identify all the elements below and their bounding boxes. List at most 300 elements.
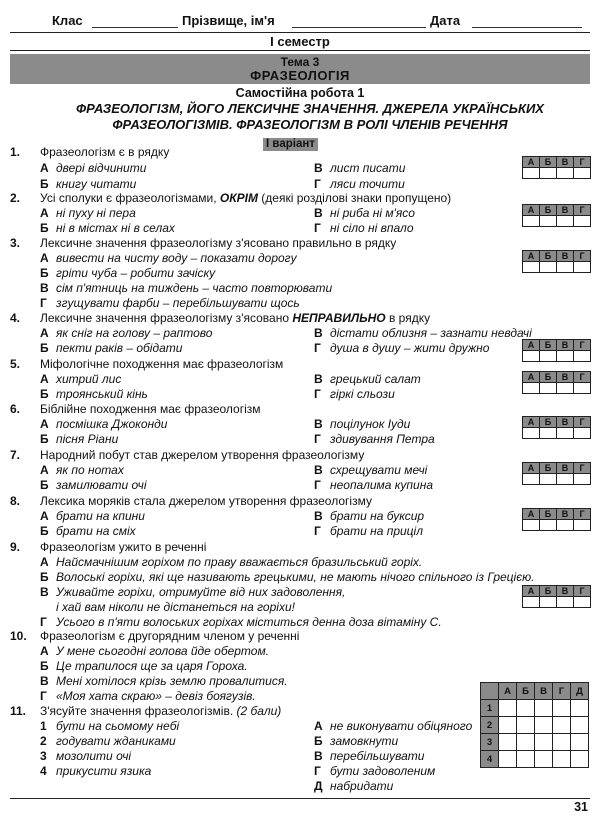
work-title: Самостійна робота 1: [235, 86, 365, 100]
question-text: Біблійне походження має фразеологізм: [40, 402, 261, 416]
grid-header: А: [523, 463, 540, 474]
answer-cell[interactable]: [574, 474, 591, 485]
item-letter: Д: [314, 779, 323, 793]
class-label: Клас: [52, 13, 83, 28]
work-subtitle: [60, 101, 560, 133]
question-number: 6.: [10, 402, 21, 416]
question-text-part: Лексичне значення фразеологізму з'ясовано: [40, 311, 293, 325]
grid-header: В: [535, 683, 553, 700]
answer-grid: [522, 204, 591, 227]
item-letter: А: [314, 719, 323, 733]
option-text: брати на буксир: [330, 509, 425, 523]
option-v[interactable]: [40, 585, 345, 599]
grid-header: Г: [574, 463, 591, 474]
footer-rule: [10, 798, 590, 799]
grid-header: Г: [553, 683, 571, 700]
match-right-g: [314, 764, 435, 778]
option-text: як сніг на голову – раптово: [56, 326, 213, 340]
option-text: брати на сміх: [56, 524, 136, 538]
grid-header: В: [557, 372, 574, 383]
theme-number: Тема 3: [280, 55, 320, 69]
theme-banner: [10, 54, 590, 84]
option-text: двері відчинити: [56, 161, 147, 175]
question-text: [40, 311, 430, 325]
option-text: ні сіло ні впало: [330, 221, 414, 235]
option-letter: А: [40, 161, 49, 175]
match-cell[interactable]: [553, 734, 571, 751]
grid-header: А: [523, 340, 540, 351]
match-cell[interactable]: [535, 734, 553, 751]
question-text: Лексика моряків стала джерелом утворення фразеологізму: [40, 494, 372, 508]
grid-header: А: [523, 509, 540, 520]
match-cell[interactable]: [517, 751, 535, 768]
option-text: книгу читати: [56, 177, 137, 191]
question-points: (2 бали): [236, 704, 282, 718]
grid-header: В: [557, 417, 574, 428]
item-letter: Г: [314, 764, 321, 778]
option-text: Мені хотілося крізь землю провалитися.: [56, 674, 288, 688]
grid-header: Б: [540, 372, 557, 383]
option-letter: Г: [314, 221, 321, 235]
answer-cell[interactable]: [557, 216, 574, 227]
grid-header: В: [557, 586, 574, 597]
option-letter: В: [314, 161, 323, 175]
option-b[interactable]: [40, 341, 182, 355]
question-text: [40, 191, 451, 205]
option-a[interactable]: [40, 206, 136, 220]
option-g[interactable]: [40, 615, 442, 629]
option-letter: В: [40, 674, 49, 688]
answer-cell[interactable]: [557, 351, 574, 362]
answer-cell[interactable]: [557, 597, 574, 608]
question-number: 1.: [10, 145, 21, 159]
option-text: «Моя хата скраю» – девіз боягузів.: [56, 689, 256, 703]
option-g[interactable]: [314, 478, 433, 492]
option-b[interactable]: [40, 478, 147, 492]
answer-cell[interactable]: [523, 216, 540, 227]
match-cell[interactable]: [535, 751, 553, 768]
question-number: 7.: [10, 448, 21, 462]
surname-label: Прізвище, ім'я: [182, 13, 275, 28]
grid-header: А: [523, 251, 540, 262]
question-text: [40, 704, 281, 718]
grid-header: Б: [540, 157, 557, 168]
match-cell[interactable]: [571, 717, 589, 734]
answer-cell[interactable]: [523, 520, 540, 531]
option-letter: А: [40, 251, 49, 265]
option-v[interactable]: [314, 417, 410, 431]
item-text: годувати жданиками: [56, 734, 176, 748]
grid-header: Г: [574, 251, 591, 262]
option-g[interactable]: [314, 341, 489, 355]
option-v[interactable]: [40, 281, 332, 295]
answer-cell[interactable]: [557, 383, 574, 394]
option-letter: В: [314, 417, 323, 431]
option-text: грецький салат: [330, 372, 421, 386]
option-a[interactable]: [40, 372, 121, 386]
option-b[interactable]: [40, 221, 175, 235]
grid-header: Б: [540, 251, 557, 262]
option-text: замилювати очі: [56, 478, 147, 492]
grid-row-header: 3: [481, 734, 499, 751]
match-right-a: [314, 719, 472, 733]
option-letter: Б: [40, 432, 49, 446]
answer-cell[interactable]: [557, 262, 574, 273]
option-text: Волоські горіхи, які ще називають грецькими, не мають нічого спільного із Грецією.: [56, 570, 535, 584]
answer-cell[interactable]: [540, 168, 557, 179]
option-g[interactable]: [314, 524, 423, 538]
grid-header: Г: [574, 372, 591, 383]
option-letter: А: [40, 417, 49, 431]
option-letter: Б: [40, 177, 49, 191]
option-text: пісня Ріани: [56, 432, 119, 446]
match-cell[interactable]: [571, 751, 589, 768]
answer-cell[interactable]: [574, 597, 591, 608]
question-emphasis: НЕПРАВИЛЬНО: [292, 311, 386, 325]
grid-header: В: [557, 205, 574, 216]
grid-header: Г: [574, 509, 591, 520]
match-cell[interactable]: [553, 751, 571, 768]
option-text: посмішка Джоконди: [56, 417, 168, 431]
option-letter: А: [40, 555, 49, 569]
option-v[interactable]: [314, 326, 532, 340]
option-v[interactable]: [314, 463, 427, 477]
option-text: троянський кінь: [56, 387, 148, 401]
answer-cell[interactable]: [540, 383, 557, 394]
grid-header: В: [557, 340, 574, 351]
option-a[interactable]: [40, 463, 124, 477]
option-text: гріти чуба – робити зачіску: [56, 266, 216, 280]
option-text: пекти раків – обідати: [56, 341, 183, 355]
grid-row-header: 1: [481, 700, 499, 717]
answer-cell[interactable]: [523, 351, 540, 362]
item-text: не виконувати обіцяного: [330, 719, 473, 733]
option-b[interactable]: [40, 659, 248, 673]
answer-grid: [522, 416, 591, 439]
grid-header: Г: [574, 417, 591, 428]
answer-cell[interactable]: [540, 597, 557, 608]
answer-grid: [522, 339, 591, 362]
option-text: і хай вам ніколи не дістанеться на горіхи!: [56, 600, 295, 614]
question-emphasis: ОКРІМ: [219, 191, 258, 205]
question-text: Міфологічне походження має фразеологізм: [40, 357, 284, 371]
answer-cell[interactable]: [574, 383, 591, 394]
student-header: [10, 10, 590, 33]
option-letter: Б: [40, 659, 49, 673]
option-text: гіркі сльози: [330, 387, 395, 401]
question-number: 11.: [10, 704, 27, 718]
grid-header: Г: [574, 586, 591, 597]
option-a[interactable]: [40, 251, 297, 265]
question-text-part: в рядку: [385, 311, 431, 325]
option-v[interactable]: [314, 206, 415, 220]
item-number: 1: [40, 719, 47, 733]
date-label: Дата: [430, 13, 461, 28]
subtitle-line-2: ФРАЗЕОЛОГІЗМІВ. ФРАЗЕОЛОГІЗМ В РОЛІ ЧЛЕНІВ РЕЧЕННЯ: [112, 117, 508, 132]
option-b[interactable]: [40, 177, 136, 191]
option-text: Найсмачнішим горіхом по праву вважається бразильський горіх.: [56, 555, 423, 569]
option-letter: А: [40, 644, 49, 658]
option-b[interactable]: [40, 570, 535, 584]
match-left-4: [40, 764, 151, 778]
grid-header: Б: [540, 205, 557, 216]
answer-cell[interactable]: [557, 428, 574, 439]
option-v[interactable]: [314, 509, 424, 523]
page-number: 31: [574, 800, 588, 814]
answer-cell[interactable]: [540, 520, 557, 531]
match-cell[interactable]: [499, 717, 517, 734]
item-text: прикусити язика: [56, 764, 152, 778]
option-v[interactable]: [314, 372, 421, 386]
answer-grid: [522, 250, 591, 273]
grid-row-header: 2: [481, 717, 499, 734]
option-letter: Б: [40, 341, 49, 355]
option-a[interactable]: [40, 509, 145, 523]
item-number: 4: [40, 764, 47, 778]
item-text: перебільшувати: [330, 749, 425, 763]
option-v[interactable]: [314, 161, 405, 175]
grid-header: Б: [517, 683, 535, 700]
answer-cell[interactable]: [540, 262, 557, 273]
item-number: 2: [40, 734, 47, 748]
option-letter: Г: [314, 341, 321, 355]
option-letter: А: [40, 463, 49, 477]
match-cell[interactable]: [553, 700, 571, 717]
option-text: вивести на чисту воду – показати дорогу: [56, 251, 297, 265]
option-letter: Г: [40, 689, 47, 703]
option-g[interactable]: [314, 387, 395, 401]
question-text: Народний побут став джерелом утворення фразеологізму: [40, 448, 365, 462]
question-number: 8.: [10, 494, 21, 508]
subtitle-line-1: ФРАЗЕОЛОГІЗМ, ЙОГО ЛЕКСИЧНЕ ЗНАЧЕННЯ. ДЖЕРЕЛА УКРАЇНСЬКИХ: [76, 101, 544, 116]
option-a[interactable]: [40, 417, 167, 431]
answer-cell[interactable]: [574, 428, 591, 439]
theme-name: ФРАЗЕОЛОГІЯ: [250, 68, 350, 83]
grid-header: Д: [571, 683, 589, 700]
grid-header: А: [499, 683, 517, 700]
option-text: Усього в п'яти волоських горіхах міститься денна доза вітаміну С.: [56, 615, 442, 629]
match-cell[interactable]: [553, 717, 571, 734]
option-a[interactable]: [40, 161, 146, 175]
item-text: бути на сьомому небі: [56, 719, 180, 733]
option-letter: В: [40, 585, 49, 599]
answer-cell[interactable]: [557, 520, 574, 531]
answer-cell[interactable]: [523, 474, 540, 485]
option-letter: А: [40, 372, 49, 386]
option-text: лист писати: [330, 161, 406, 175]
option-text: дістати облизня – зазнати невдачі: [330, 326, 532, 340]
option-b[interactable]: [40, 524, 136, 538]
option-letter: В: [314, 372, 323, 386]
question-text-part: Усі сполуки є фразеологізмами,: [40, 191, 220, 205]
grid-row-header: 4: [481, 751, 499, 768]
answer-cell[interactable]: [574, 168, 591, 179]
option-g[interactable]: [40, 689, 256, 703]
option-g[interactable]: [40, 296, 300, 310]
grid-header: Б: [540, 340, 557, 351]
match-cell[interactable]: [499, 751, 517, 768]
match-cell[interactable]: [571, 700, 589, 717]
match-cell[interactable]: [499, 700, 517, 717]
option-b[interactable]: [40, 266, 215, 280]
grid-header: В: [557, 509, 574, 520]
option-text: згущувати фарби – перебільшувати щось: [56, 296, 300, 310]
answer-cell[interactable]: [540, 474, 557, 485]
question-number: 3.: [10, 236, 21, 250]
grid-header: Б: [540, 509, 557, 520]
answer-grid: [522, 156, 591, 179]
answer-cell[interactable]: [523, 428, 540, 439]
question-number: 5.: [10, 357, 21, 371]
match-cell[interactable]: [517, 717, 535, 734]
grid-header: В: [557, 251, 574, 262]
match-cell[interactable]: [571, 734, 589, 751]
option-letter: Б: [40, 266, 49, 280]
option-letter: В: [314, 509, 323, 523]
grid-header: Б: [540, 417, 557, 428]
option-text: ні в містах ні в селах: [56, 221, 175, 235]
answer-cell[interactable]: [540, 351, 557, 362]
match-cell[interactable]: [499, 734, 517, 751]
answer-cell[interactable]: [574, 351, 591, 362]
option-text: сім п'ятниць на тиждень – часто повторювати: [56, 281, 333, 295]
option-v-continued: [40, 600, 295, 614]
option-a[interactable]: [40, 555, 422, 569]
option-letter: В: [314, 463, 323, 477]
question-text: Фразеологізм ужито в реченні: [40, 540, 207, 554]
option-letter: В: [40, 281, 49, 295]
question-number: 4.: [10, 311, 21, 325]
option-letter: Г: [314, 432, 321, 446]
option-letter: Г: [40, 615, 47, 629]
question-number: 2.: [10, 191, 21, 205]
option-letter: Г: [314, 524, 321, 538]
option-b[interactable]: [40, 387, 148, 401]
answer-cell[interactable]: [540, 428, 557, 439]
match-cell[interactable]: [535, 700, 553, 717]
grid-header: А: [523, 157, 540, 168]
item-text: бути задоволеним: [330, 764, 436, 778]
option-letter: Г: [314, 177, 321, 191]
item-text: набридати: [330, 779, 394, 793]
option-letter: В: [314, 326, 323, 340]
item-number: 3: [40, 749, 47, 763]
option-letter: Г: [314, 478, 321, 492]
question-text-part: З'ясуйте значення фразеологізмів.: [40, 704, 234, 718]
variant-label: І варіант: [263, 138, 318, 151]
option-letter: Б: [40, 524, 49, 538]
option-text: схрещувати мечі: [330, 463, 428, 477]
grid-header: Г: [574, 340, 591, 351]
question-number: 10.: [10, 629, 27, 643]
grid-header: Б: [540, 463, 557, 474]
option-a[interactable]: [40, 326, 212, 340]
option-text: неопалима купина: [330, 478, 433, 492]
option-text: хитрий лис: [56, 372, 122, 386]
question-text-part: (деякі розділові знаки пропущено): [257, 191, 452, 205]
answer-cell[interactable]: [523, 262, 540, 273]
option-text: Уживайте горіхи, отримуйте від них задоволення,: [56, 585, 346, 599]
option-a[interactable]: [40, 644, 269, 658]
answer-cell[interactable]: [574, 520, 591, 531]
match-cell[interactable]: [535, 717, 553, 734]
answer-cell[interactable]: [574, 216, 591, 227]
surname-field[interactable]: [292, 27, 426, 28]
question-text: Фразеологізм є другорядним членом у реченні: [40, 629, 300, 643]
match-left-2: [40, 734, 176, 748]
option-text: брати на приціл: [330, 524, 423, 538]
answer-cell[interactable]: [523, 168, 540, 179]
answer-grid: [522, 508, 591, 531]
answer-cell[interactable]: [523, 383, 540, 394]
option-letter: Г: [314, 387, 321, 401]
option-g[interactable]: [314, 221, 414, 235]
option-letter: А: [40, 326, 49, 340]
option-letter: Б: [40, 221, 49, 235]
match-left-1: [40, 719, 179, 733]
grid-header: А: [523, 586, 540, 597]
item-text: замовкнути: [330, 734, 399, 748]
option-g[interactable]: [314, 177, 405, 191]
option-letter: Б: [40, 570, 49, 584]
answer-cell[interactable]: [574, 262, 591, 273]
grid-header: А: [523, 372, 540, 383]
answer-grid: [522, 462, 591, 485]
class-field[interactable]: [92, 27, 178, 28]
option-text: ні риба ні м'ясо: [330, 206, 415, 220]
grid-header: Б: [540, 586, 557, 597]
date-field[interactable]: [472, 27, 582, 28]
answer-grid: [522, 585, 591, 608]
option-text: здивування Петра: [330, 432, 435, 446]
answer-cell[interactable]: [523, 597, 540, 608]
option-text: душа в душу – жити дружно: [330, 341, 490, 355]
option-letter: А: [40, 509, 49, 523]
match-right-d: [314, 779, 393, 793]
match-left-3: [40, 749, 131, 763]
grid-header: Г: [574, 205, 591, 216]
match-cell[interactable]: [517, 700, 535, 717]
grid-header: В: [557, 463, 574, 474]
answer-cell[interactable]: [557, 474, 574, 485]
option-text: поцілунок Іуди: [330, 417, 411, 431]
option-v[interactable]: [40, 674, 288, 688]
option-text: ні пуху ні пера: [56, 206, 136, 220]
match-cell[interactable]: [517, 734, 535, 751]
semester-title: І семестр: [10, 33, 590, 51]
option-g[interactable]: [314, 432, 435, 446]
option-letter: Г: [40, 296, 47, 310]
option-letter: В: [314, 206, 323, 220]
item-letter: Б: [314, 734, 323, 748]
option-letter: Б: [40, 478, 49, 492]
answer-cell[interactable]: [540, 216, 557, 227]
grid-corner: [481, 683, 499, 700]
match-right-b: [314, 734, 398, 748]
option-b[interactable]: [40, 432, 118, 446]
grid-header: А: [523, 205, 540, 216]
grid-header: Г: [574, 157, 591, 168]
matching-grid: [480, 682, 589, 768]
option-text: як по нотах: [56, 463, 124, 477]
match-right-v: [314, 749, 424, 763]
item-text: мозолити очі: [56, 749, 132, 763]
option-letter: Б: [40, 387, 49, 401]
grid-header: В: [557, 157, 574, 168]
answer-grid: [522, 371, 591, 394]
grid-header: А: [523, 417, 540, 428]
answer-cell[interactable]: [557, 168, 574, 179]
